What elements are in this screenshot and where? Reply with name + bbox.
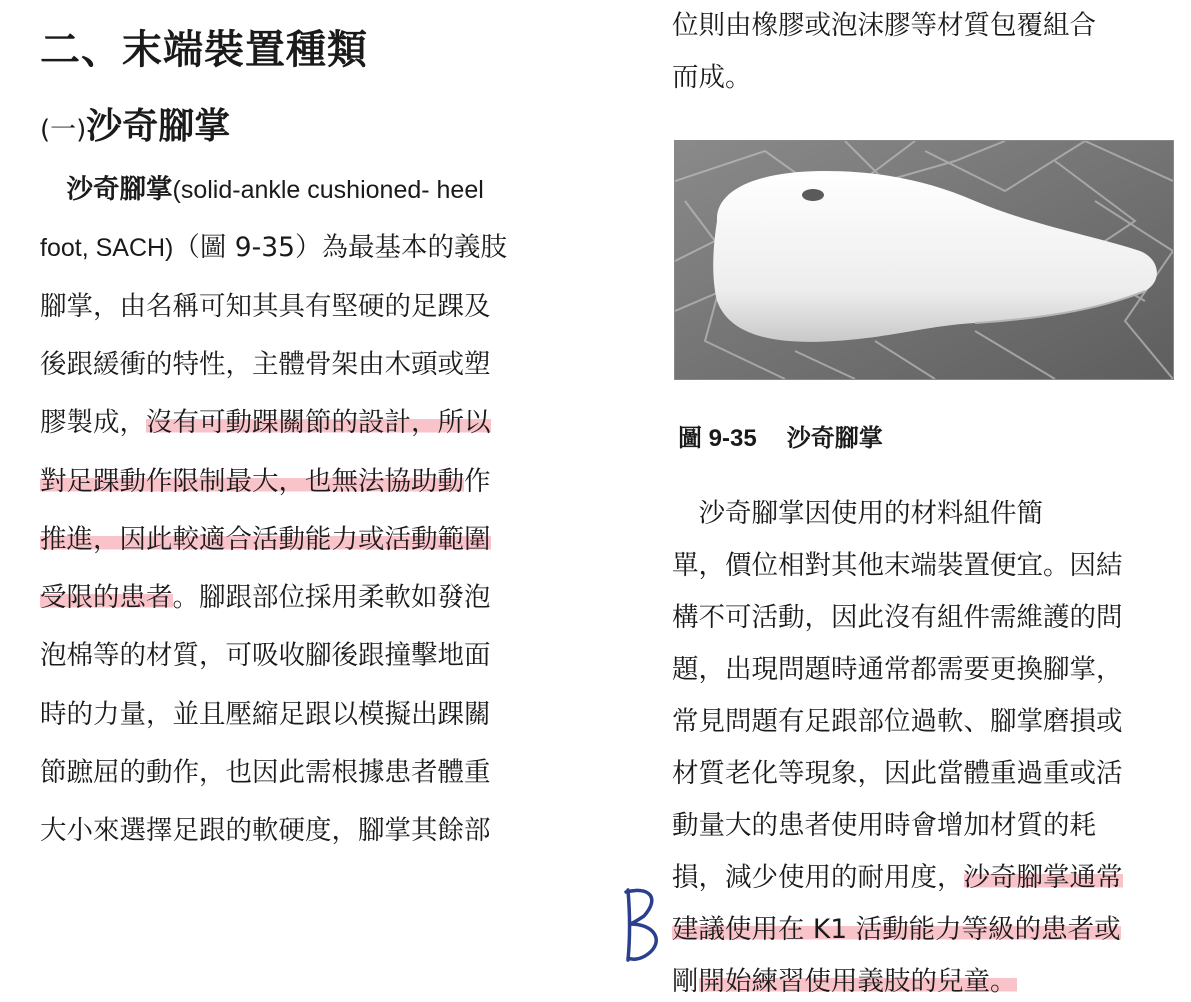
text-line xyxy=(672,6,1096,46)
figure-number: 圖 9-35 xyxy=(678,425,757,452)
text-segment: 而成。 xyxy=(672,62,752,93)
text-segment: 作 xyxy=(464,465,491,497)
text-segment: 沙奇腳掌因使用的材料組件簡 xyxy=(672,498,1043,529)
text-segment: foot, SACH) xyxy=(40,234,174,263)
text-line xyxy=(40,462,491,502)
text-line xyxy=(40,520,491,560)
text-line xyxy=(40,345,491,385)
text-line xyxy=(40,287,491,327)
text-line xyxy=(672,806,1096,846)
text-line xyxy=(40,695,491,735)
text-segment: 沙奇腳掌 xyxy=(40,174,173,205)
highlighted-text: 沒有可動踝關節的設計，所以 xyxy=(146,407,491,439)
text-line xyxy=(672,58,752,98)
text-segment: （圖 9-35）為最基本的義肢 xyxy=(173,232,507,264)
text-line xyxy=(672,754,1123,794)
text-line xyxy=(672,546,1123,586)
highlighted-text: 建議使用在 K1 活動能力等級的患者或 xyxy=(672,914,1121,945)
text-line xyxy=(672,858,1123,898)
text-segment: 膠製成， xyxy=(40,407,146,439)
sach-foot-photo xyxy=(674,140,1174,380)
text-line xyxy=(40,811,491,851)
text-line xyxy=(672,910,1121,950)
text-segment: 材質老化等現象，因此當體重過重或活 xyxy=(672,758,1123,789)
text-line xyxy=(672,650,1123,690)
section-title: 二、末端裝置種類 xyxy=(40,27,368,73)
text-segment: 常見問題有足跟部位過軟、腳掌磨損或 xyxy=(672,706,1123,737)
text-line xyxy=(40,170,484,210)
text-segment: 腳掌，由名稱可知其具有堅硬的足踝及 xyxy=(40,290,491,322)
sub-title-text: 沙奇腳掌 xyxy=(86,106,231,147)
sub-title xyxy=(40,98,230,149)
text-segment: 構不可活動，因此沒有組件需維護的問 xyxy=(672,602,1123,633)
text-line xyxy=(672,494,1043,534)
text-segment: (solid-ankle cushioned- heel xyxy=(172,176,484,204)
text-segment: 大小來選擇足跟的軟硬度，腳掌其餘部 xyxy=(40,815,491,847)
text-segment: 時的力量，並且壓縮足跟以模擬出踝關 xyxy=(40,698,491,730)
text-segment: 泡棉等的材質，可吸收腳後跟撞擊地面 xyxy=(40,640,491,672)
highlighted-text: 對足踝動作限制最大，也無法協助動 xyxy=(40,465,464,497)
text-line xyxy=(672,702,1123,742)
figure-title: 沙奇腳掌 xyxy=(786,424,883,452)
text-segment: 動量大的患者使用時會增加材質的耗 xyxy=(672,810,1096,841)
text-segment: 題，出現問題時通常都需要更換腳掌， xyxy=(672,654,1123,685)
text-line xyxy=(40,578,491,618)
text-segment: 節蹠屈的動作，也因此需根據患者體重 xyxy=(40,757,491,788)
text-segment: 單，價位相對其他末端裝置便宜。因結 xyxy=(672,550,1123,581)
text-line xyxy=(40,636,491,676)
handwritten-b-mark xyxy=(620,884,666,964)
sach-foot-illustration xyxy=(675,141,1173,379)
text-segment: 。腳跟部位採用柔軟如發泡 xyxy=(172,582,491,614)
text-line xyxy=(672,598,1123,638)
text-line xyxy=(40,228,507,268)
highlighted-text: 沙奇腳掌通常 xyxy=(963,862,1123,893)
text-line xyxy=(40,403,491,443)
text-segment: 後跟緩衝的特性，主體骨架由木頭或塑 xyxy=(40,348,491,380)
highlighted-text: 推進，因此較適合活動能力或活動範圍 xyxy=(40,523,491,555)
text-line xyxy=(40,753,491,793)
highlighted-text: 受限的患者 xyxy=(40,582,173,614)
text-segment: 位則由橡膠或泡沫膠等材質包覆組合 xyxy=(672,10,1096,41)
text-segment: 剛 xyxy=(672,966,699,997)
sub-title-number: (一) xyxy=(40,115,87,145)
highlighted-text: 開始練習使用義肢的兒童。 xyxy=(698,966,1017,997)
figure-caption xyxy=(678,418,883,453)
text-line xyxy=(672,962,1017,1002)
text-segment: 損，減少使用的耐用度， xyxy=(672,862,964,893)
